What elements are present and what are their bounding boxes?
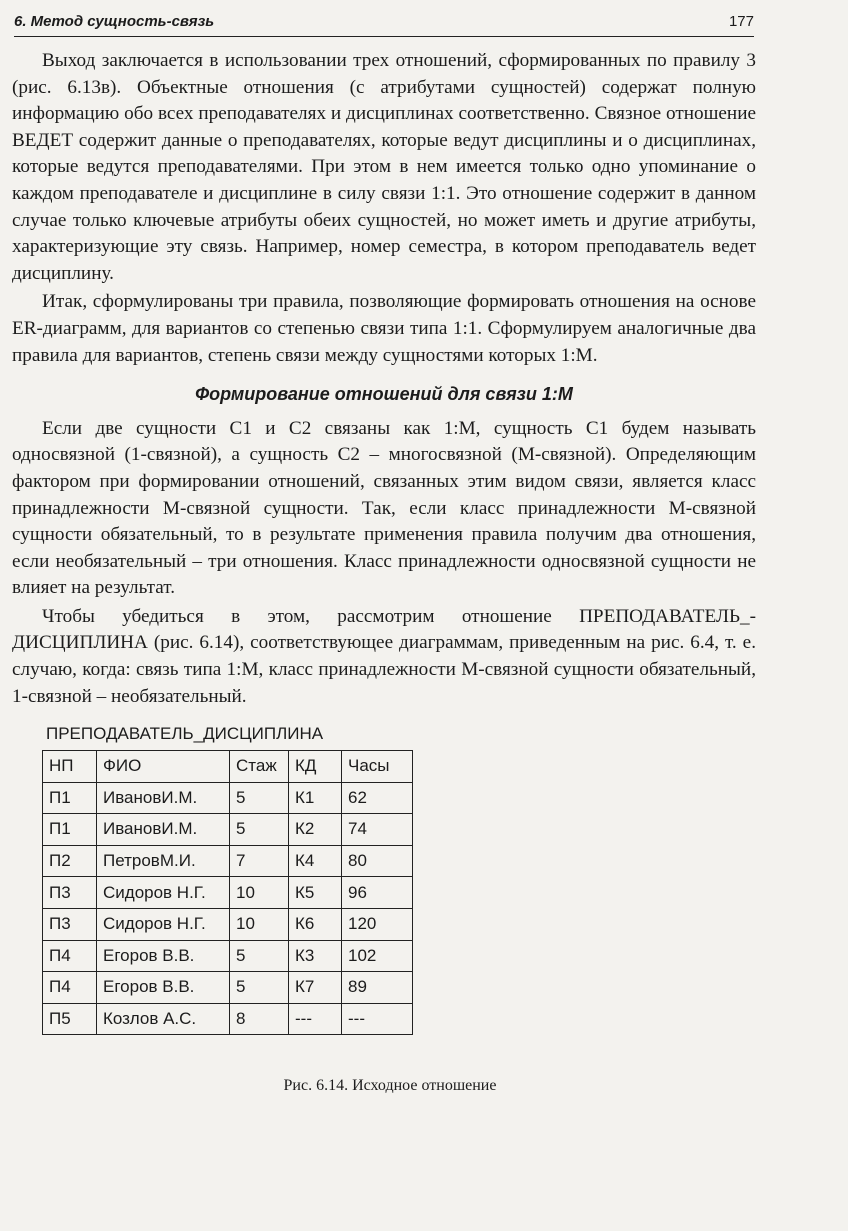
table-cell: 5 bbox=[230, 782, 289, 814]
paragraph-3: Если две сущности С1 и С2 связаны как 1:М, сущность С1 будем называть односвязной (1-связной), а сущность С2 – многосвязной (М-связной). Определяющим фактором при формировании отношений, связанных этим видом связи, является класс принадлежности М-связной сущности. Так, если класс принадлежности М-связной сущности обязательный, то в результате применения правила получим два отношения, если необязательный – три отношения. Класс принадлежности односвязной сущности не влияет на результат. bbox=[12, 417, 756, 599]
column-header: Часы bbox=[342, 751, 413, 783]
table-cell: --- bbox=[289, 1003, 342, 1035]
table-cell: К7 bbox=[289, 972, 342, 1004]
paragraph-1: Выход заключается в использовании трех отношений, сформированных по правилу 3 (рис. 6.13в). Объектные отношения (с атрибутами сущностей) содержат полную информацию обо всех преподавателях и дисциплинах соответственно. Связное отношение ВЕДЕТ содержит данные о преподавателях, которые ведут дисциплины и о дисциплинах, которые ведутся преподавателями. При этом в нем имеется только одно упоминание о каждом преподавателе и дисциплине в силу связи 1:1. Это отношение содержит в данном случае только ключевые атрибуты обеих сущностей, но может иметь и другие атрибуты, характеризующие эту связь. Например, номер семестра, в котором преподаватель ведет дисциплину. bbox=[12, 50, 756, 284]
table-cell: К1 bbox=[289, 782, 342, 814]
table-cell: К6 bbox=[289, 908, 342, 940]
table-cell: Сидоров Н.Г. bbox=[97, 908, 230, 940]
table-cell: 10 bbox=[230, 908, 289, 940]
table-cell: 96 bbox=[342, 877, 413, 909]
paragraph-2: Итак, сформулированы три правила, позволяющие формировать отношения на основе ER-диаграмм, для вариантов со степенью связи типа 1:1. Сформулируем аналогичные два правила для вариантов, степень связи между сущностями которых 1:М. bbox=[12, 291, 756, 366]
table-row bbox=[43, 845, 413, 877]
table-cell: 102 bbox=[342, 940, 413, 972]
table-row bbox=[43, 908, 413, 940]
column-header: НП bbox=[43, 751, 97, 783]
table-cell: 80 bbox=[342, 845, 413, 877]
table-row bbox=[43, 1003, 413, 1035]
table-cell: ИвановИ.М. bbox=[97, 814, 230, 846]
page-number: 177 bbox=[728, 13, 754, 30]
table-row bbox=[43, 972, 413, 1004]
column-header: Стаж bbox=[230, 751, 289, 783]
table-cell: Егоров В.В. bbox=[97, 940, 230, 972]
table-cell: П4 bbox=[43, 972, 97, 1004]
table-cell: --- bbox=[342, 1003, 413, 1035]
table-cell: П1 bbox=[43, 814, 97, 846]
table-cell: 5 bbox=[230, 814, 289, 846]
table-cell: П3 bbox=[43, 877, 97, 909]
table-cell: Егоров В.В. bbox=[97, 972, 230, 1004]
table-cell: 62 bbox=[342, 782, 413, 814]
table-cell: 89 bbox=[342, 972, 413, 1004]
table-row bbox=[43, 814, 413, 846]
table-cell: 8 bbox=[230, 1003, 289, 1035]
table-row bbox=[43, 940, 413, 972]
paragraph-4: Чтобы убедиться в этом, рассмотрим отношение ПРЕПОДАВАТЕЛЬ_-ДИСЦИПЛИНА (рис. 6.14), соответствующее диаграммам, приведенным на рис. 6.4, т. е. случаю, когда: связь типа 1:М, класс принадлежности М-связной сущности обязательный, 1-связной – необязательный. bbox=[12, 605, 756, 707]
table-cell: П1 bbox=[43, 782, 97, 814]
figure-caption: Рис. 6.14. Исходное отношение bbox=[283, 1077, 497, 1094]
table-cell: П4 bbox=[43, 940, 97, 972]
running-header bbox=[14, 10, 754, 37]
table-cell: 5 bbox=[230, 972, 289, 1004]
table-cell: 5 bbox=[230, 940, 289, 972]
table-cell: 120 bbox=[342, 908, 413, 940]
table-cell: 7 bbox=[230, 845, 289, 877]
column-header: КД bbox=[289, 751, 342, 783]
table-header-row bbox=[43, 751, 413, 783]
column-header: ФИО bbox=[97, 751, 230, 783]
table-cell: П5 bbox=[43, 1003, 97, 1035]
table-cell: Козлов А.С. bbox=[97, 1003, 230, 1035]
table-cell: К4 bbox=[289, 845, 342, 877]
table-cell: Сидоров Н.Г. bbox=[97, 877, 230, 909]
relation-table bbox=[42, 750, 413, 1035]
body-text bbox=[12, 48, 756, 710]
table-cell: П2 bbox=[43, 845, 97, 877]
table-cell: К3 bbox=[289, 940, 342, 972]
table-cell: ИвановИ.М. bbox=[97, 782, 230, 814]
table-cell: К5 bbox=[289, 877, 342, 909]
table-cell: П3 bbox=[43, 908, 97, 940]
table-row bbox=[43, 782, 413, 814]
table-cell: 74 bbox=[342, 814, 413, 846]
table-cell: 10 bbox=[230, 877, 289, 909]
table-row bbox=[43, 877, 413, 909]
table-caption: ПРЕПОДАВАТЕЛЬ_ДИСЦИПЛИНА bbox=[46, 724, 324, 743]
chapter-title: 6. Метод сущность-связь bbox=[14, 13, 215, 30]
section-heading: Формирование отношений для связи 1:М bbox=[195, 384, 573, 405]
table-cell: ПетровМ.И. bbox=[97, 845, 230, 877]
table-cell: К2 bbox=[289, 814, 342, 846]
